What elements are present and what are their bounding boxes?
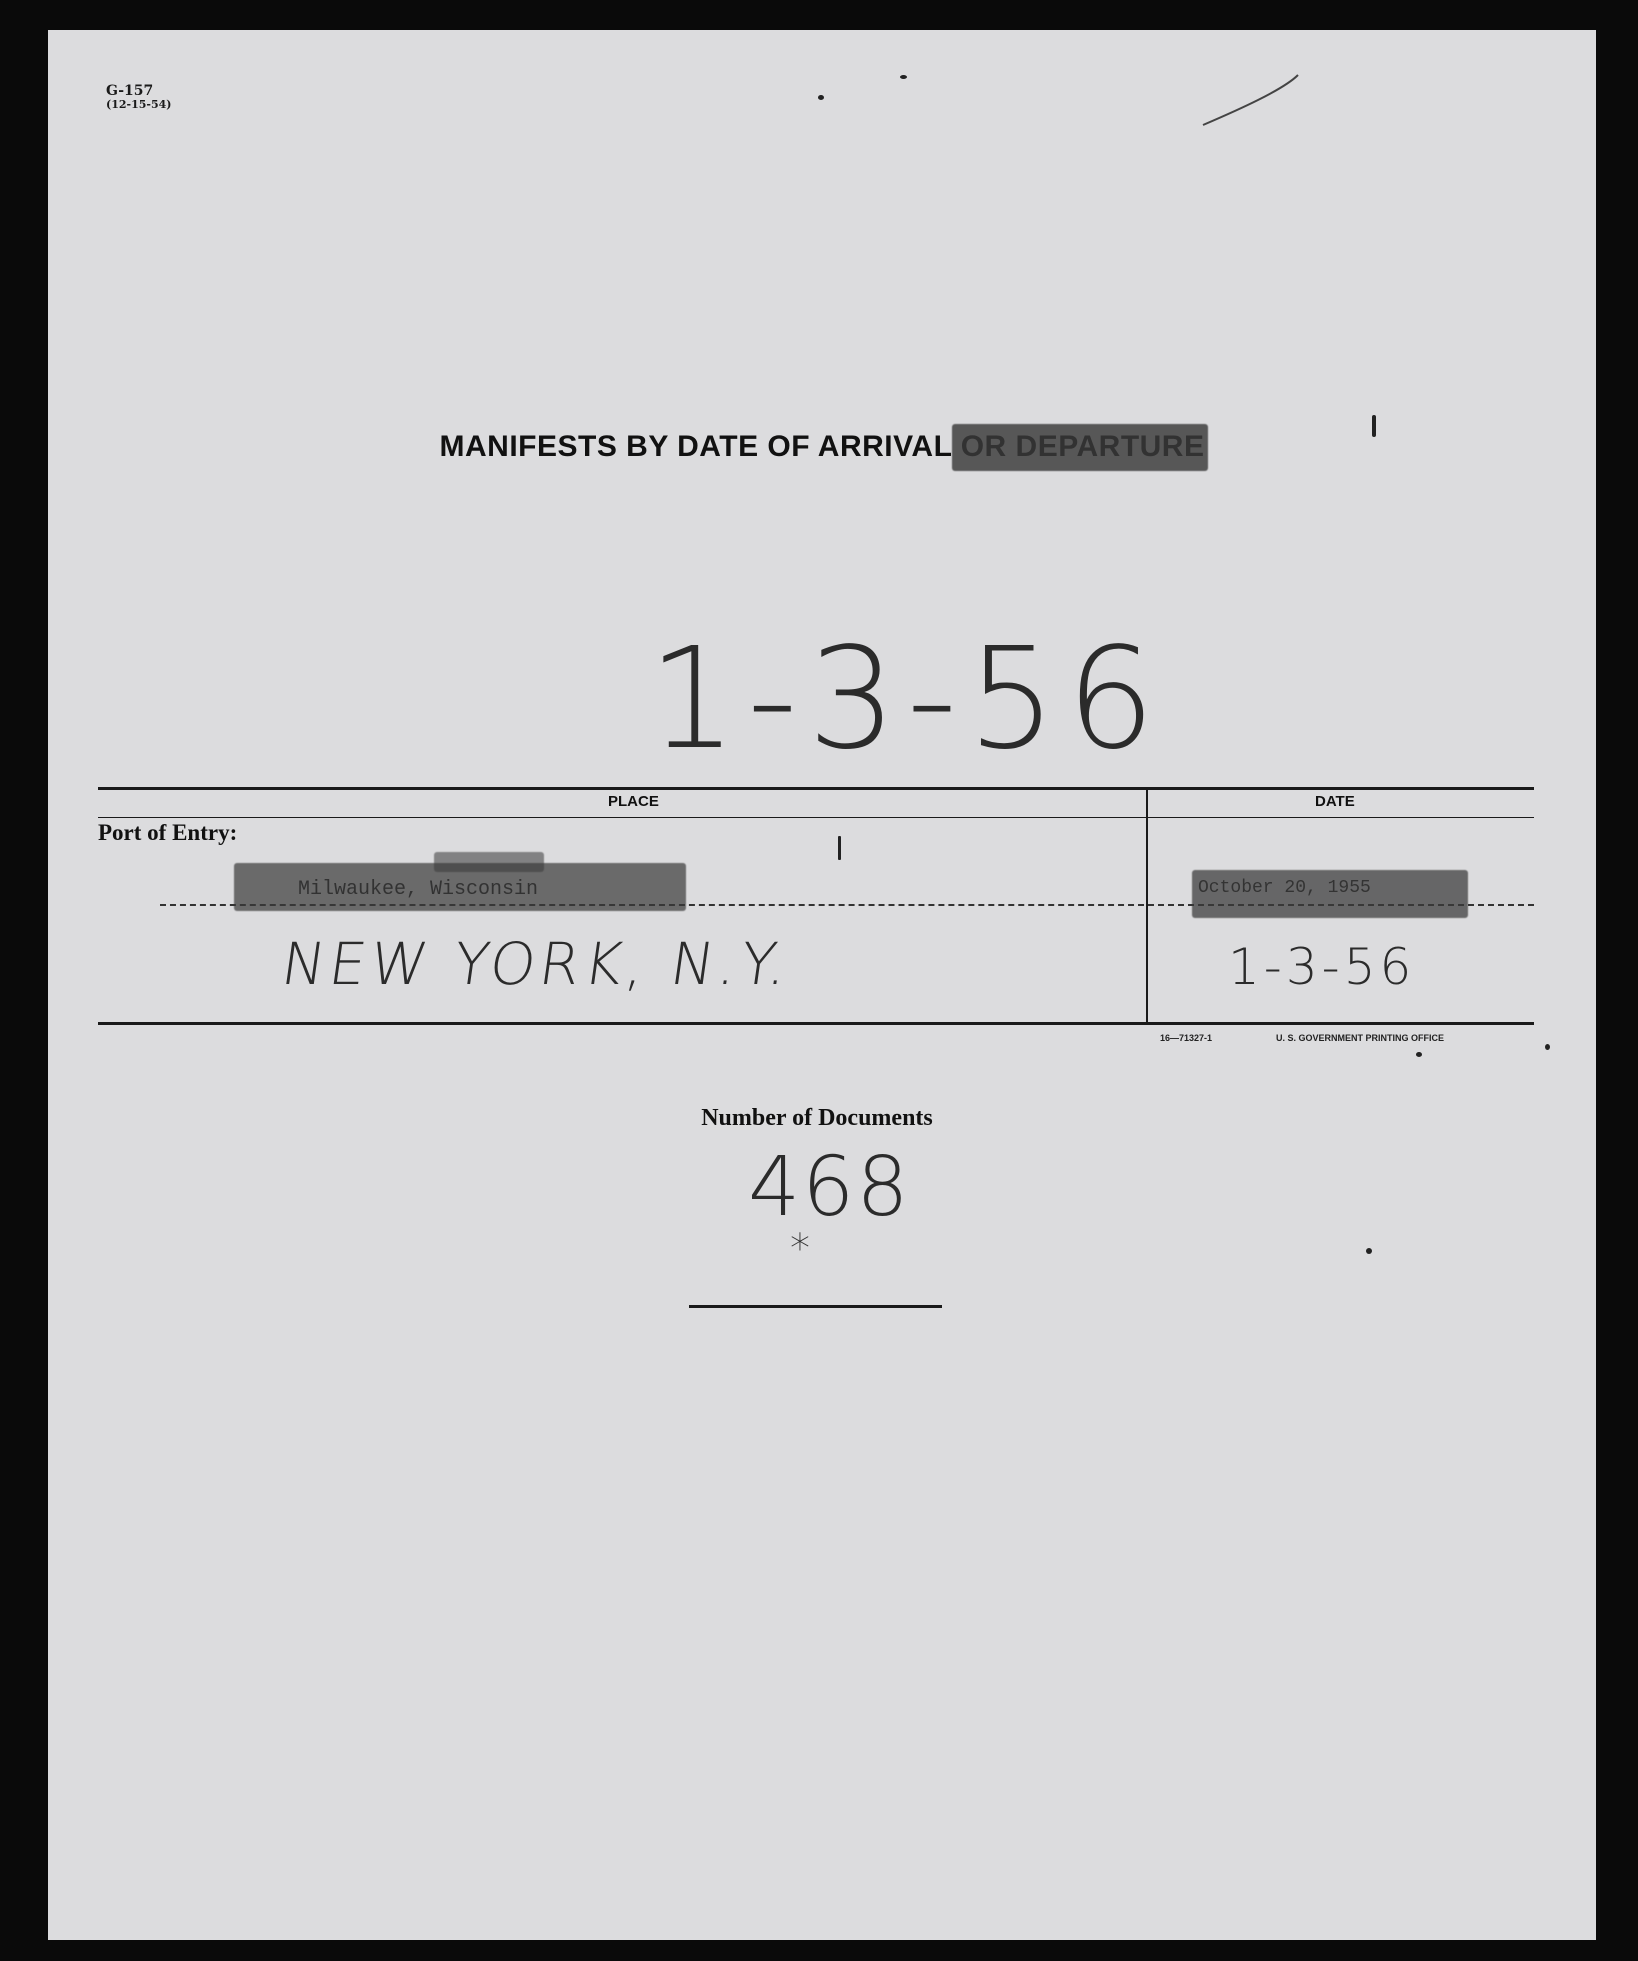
- document-page: [48, 30, 1596, 1940]
- speck: [838, 836, 841, 860]
- table-bottom-rule: [98, 1022, 1534, 1025]
- printing-office: U. S. GOVERNMENT PRINTING OFFICE: [1276, 1033, 1445, 1043]
- port-of-entry-label: Port of Entry:: [98, 820, 238, 845]
- handwritten-date-small: 1-3-56: [1228, 938, 1416, 996]
- redaction-mark: [952, 424, 1209, 471]
- handwritten-date-large: 1-3-56: [648, 618, 1166, 781]
- print-code: 16—71327-1: [1160, 1033, 1213, 1043]
- form-revision-date: (12-15-54): [106, 98, 172, 111]
- table-top-rule: [98, 787, 1534, 790]
- page-title: [48, 430, 1596, 464]
- number-of-documents-label: Number of Documents: [701, 1105, 933, 1131]
- handwritten-place: NEW YORK, N.Y.: [277, 930, 796, 998]
- speck: [818, 95, 824, 100]
- redaction-mark: [1192, 870, 1468, 918]
- number-of-documents-value: 468: [748, 1140, 911, 1235]
- speck: [900, 75, 907, 79]
- speck: [1366, 1248, 1372, 1254]
- table-header-rule: [98, 817, 1534, 818]
- pen-mark-icon: [1198, 70, 1308, 130]
- redaction-mark: [434, 852, 544, 872]
- title-text: MANIFESTS BY DATE OF ARRIVAL: [439, 430, 952, 463]
- signature-rule: [689, 1305, 942, 1308]
- form-number-block: [106, 84, 171, 112]
- place-column-header: PLACE: [608, 793, 659, 810]
- form-number: G-157: [106, 83, 154, 99]
- title-struck-text: [952, 430, 1205, 463]
- date-column-header: DATE: [1315, 793, 1355, 810]
- speck: [1416, 1052, 1422, 1057]
- asterisk-mark: *: [790, 1226, 810, 1272]
- speck: [1545, 1044, 1550, 1050]
